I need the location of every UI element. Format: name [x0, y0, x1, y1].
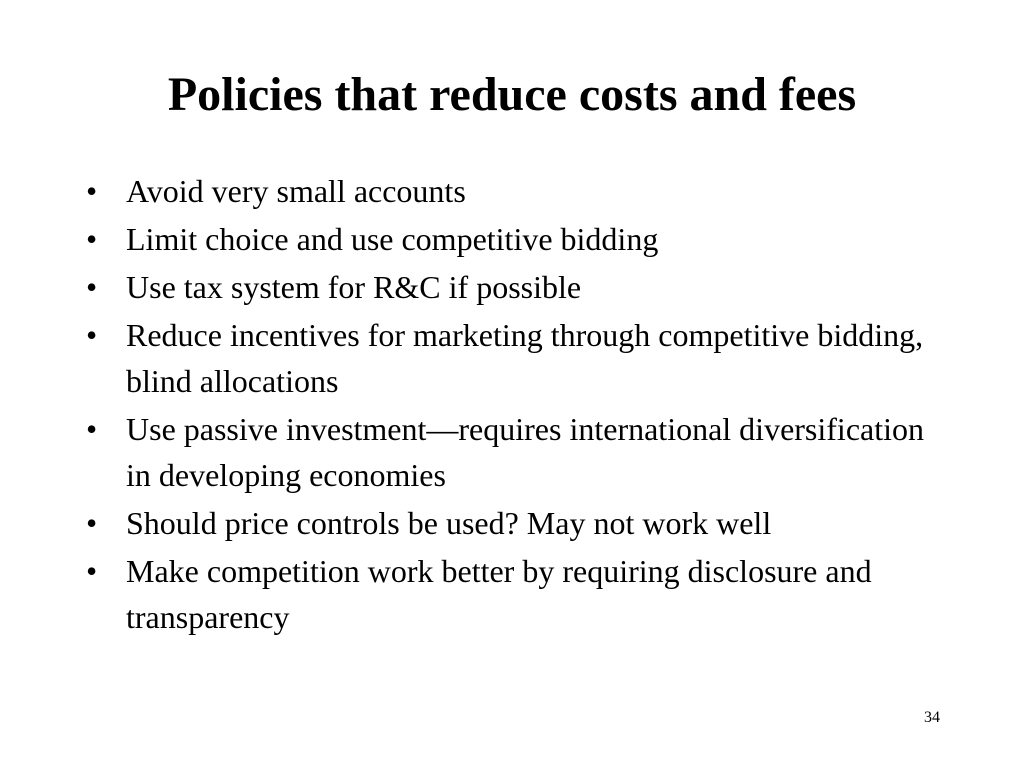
- bullet-list: [86, 168, 956, 642]
- bullet-text: Avoid very small accounts: [126, 173, 466, 209]
- bullet-dot-icon: •: [86, 411, 98, 447]
- bullet-dot-icon: •: [86, 317, 98, 353]
- bullet-text: Use passive investment—requires international diversification in developing economies: [126, 411, 924, 493]
- bullet-item: [86, 168, 956, 214]
- bullet-text: Should price controls be used? May not work well: [126, 505, 772, 541]
- bullet-text: Make competition work better by requiring disclosure and transparency: [126, 553, 872, 635]
- bullet-text: Limit choice and use competitive bidding: [126, 221, 659, 257]
- bullet-item: [86, 264, 956, 310]
- bullet-item: [86, 500, 956, 546]
- bullet-text: Reduce incentives for marketing through competitive bidding, blind allocations: [126, 317, 924, 399]
- bullet-dot-icon: •: [86, 221, 98, 257]
- bullet-item: [86, 406, 956, 498]
- bullet-item: [86, 216, 956, 262]
- bullet-item: [86, 312, 956, 404]
- bullet-dot-icon: •: [86, 269, 98, 305]
- bullet-text: Use tax system for R&C if possible: [126, 269, 582, 305]
- bullet-dot-icon: •: [86, 505, 98, 541]
- bullet-dot-icon: •: [86, 553, 98, 589]
- bullet-dot-icon: •: [86, 173, 98, 209]
- bullet-item: [86, 548, 956, 640]
- slide-title: Policies that reduce costs and fees: [167, 68, 857, 121]
- slide-number: 34: [924, 709, 940, 726]
